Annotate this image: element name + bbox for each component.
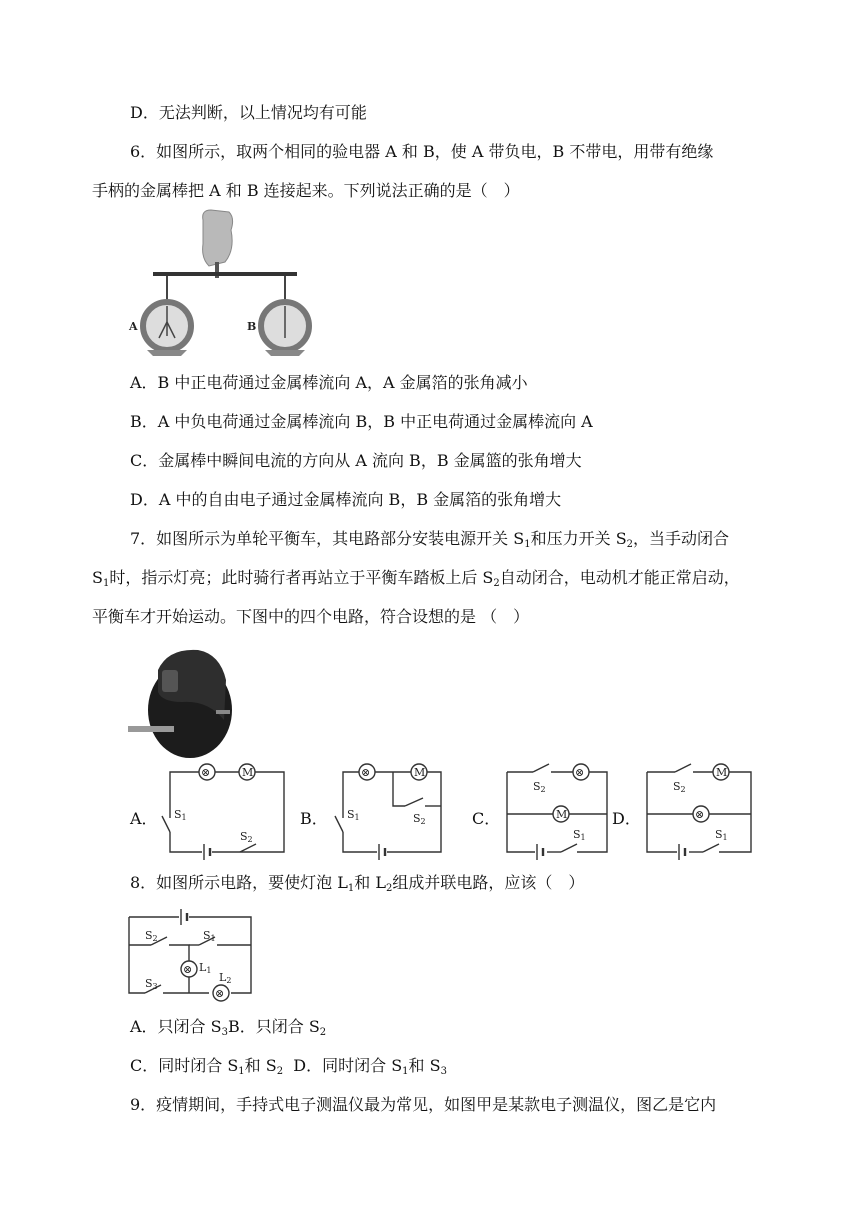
svg-text:⊗: ⊗: [575, 766, 585, 779]
q5-option-d: D．无法判断，以上情况均有可能: [130, 103, 367, 122]
q7-label-b: B．: [300, 809, 328, 828]
svg-text:S3: S3: [145, 977, 158, 991]
svg-text:S2: S2: [673, 780, 686, 794]
svg-text:S2: S2: [240, 830, 253, 844]
svg-text:S2: S2: [145, 929, 158, 943]
q7-label-c: C．: [472, 809, 501, 828]
q7-circuit-a: [160, 762, 290, 858]
svg-text:S1: S1: [573, 828, 586, 842]
q8-options-cd: C．同时闭合 $S_1$和 $S_2$ D．同时闭合 $S_1$和 $S_3$: [130, 1056, 447, 1077]
q8-options-ab: A．只闭合 $S_3B$．只闭合 $S_2$: [130, 1017, 327, 1038]
svg-text:S1: S1: [347, 808, 360, 822]
q6-option-c: C．金属棒中瞬间电流的方向从 A 流向 B，B 金属篮的张角增大: [130, 451, 582, 470]
svg-text:⊗: ⊗: [215, 987, 225, 1000]
svg-text:⊗: ⊗: [361, 766, 371, 779]
motor-icon: M: [242, 766, 254, 779]
svg-text:S1: S1: [203, 929, 216, 943]
q7-circuit-c: [503, 762, 613, 858]
q6-stem-line2: 手柄的金属棒把 A 和 B 连接起来。下列说法正确的是（ ）: [92, 181, 520, 200]
svg-text:L1: L1: [199, 961, 212, 975]
q7-stem-line1: 7．如图所示为单轮平衡车，其电路部分安装电源开关 $S_1$和压力开关 $S_2$，当手动闭合: [130, 529, 730, 550]
q8-circuit: [125, 905, 255, 1000]
electroscope-a-label: A: [129, 320, 138, 333]
lamp-icon: ⊗: [201, 766, 211, 779]
svg-text:M: M: [716, 766, 728, 779]
svg-text:S2: S2: [413, 812, 426, 826]
q6-option-b: B．A 中负电荷通过金属棒流向 B，B 中正电荷通过金属棒流向 A: [130, 412, 593, 431]
q7-label-d: D．: [612, 809, 641, 828]
svg-text:M: M: [556, 808, 568, 821]
svg-text:M: M: [414, 766, 426, 779]
q7-stem-line2: $S_1$时，指示灯亮；此时骑行者再站立于平衡车踏板上后 $S_2$自动闭合，电动机才能正常启动，: [92, 568, 740, 589]
unicycle-image: [128, 640, 238, 760]
svg-text:L2: L2: [219, 971, 232, 985]
q6-option-a: A．B 中正电荷通过金属棒流向 A，A 金属箔的张角减小: [130, 373, 528, 392]
svg-text:S2: S2: [533, 780, 546, 794]
q7-stem-line3: 平衡车才开始运动。下图中的四个电路，符合设想的是 （ ）: [92, 607, 530, 626]
q7-circuit-d: [643, 762, 758, 858]
q7-circuit-b: [333, 762, 448, 858]
svg-text:S1: S1: [715, 828, 728, 842]
svg-text:S1: S1: [174, 808, 187, 822]
q9-stem: 9．疫情期间，手持式电子测温仪最为常见，如图甲是某款电子测温仪，图乙是它内: [130, 1095, 717, 1114]
q6-option-d: D．A 中的自由电子通过金属棒流向 B，B 金属箔的张角增大: [130, 490, 562, 509]
q6-stem-line1: 6．如图所示，取两个相同的验电器 A 和 B，使 A 带负电，B 不带电，用带有绝缘: [130, 142, 714, 161]
q7-label-a: A．: [130, 809, 158, 828]
svg-text:⊗: ⊗: [183, 963, 193, 976]
electroscope-b-label: B: [247, 320, 257, 333]
q8-stem: 8．如图所示电路，要使灯泡 $L_1$和 $L_2$组成并联电路，应该（ ）: [130, 873, 585, 894]
svg-text:⊗: ⊗: [695, 808, 705, 821]
q6-electroscope-figure: [125, 210, 315, 360]
